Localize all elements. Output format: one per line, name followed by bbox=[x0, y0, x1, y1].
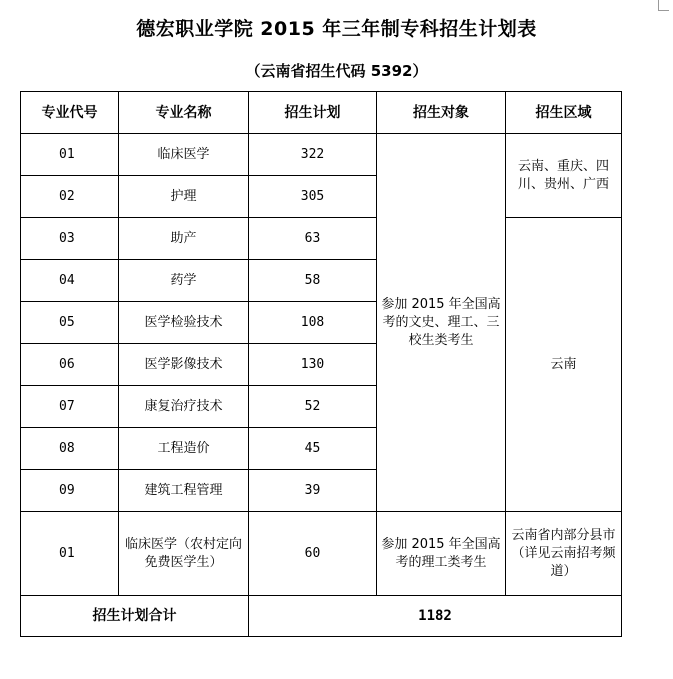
cell-region-counties: 云南省内部分县市（详见云南招考频道） bbox=[506, 512, 622, 596]
cell-plan: 39 bbox=[249, 470, 377, 512]
cell-code: 04 bbox=[21, 260, 119, 302]
cell-plan: 108 bbox=[249, 302, 377, 344]
cell-region-yunnan: 云南 bbox=[506, 218, 622, 512]
cell-code: 01 bbox=[21, 134, 119, 176]
cell-major-name: 临床医学 bbox=[119, 134, 249, 176]
cell-code: 08 bbox=[21, 428, 119, 470]
cell-code: 01 bbox=[21, 512, 119, 596]
cell-region-multi-province: 云南、重庆、四川、贵州、广西 bbox=[506, 134, 622, 218]
cell-major-name: 工程造价 bbox=[119, 428, 249, 470]
cell-plan: 305 bbox=[249, 176, 377, 218]
enrollment-plan-table bbox=[20, 91, 622, 637]
cell-code: 03 bbox=[21, 218, 119, 260]
header-major-name: 专业名称 bbox=[119, 92, 249, 134]
cell-major-name: 护理 bbox=[119, 176, 249, 218]
header-plan: 招生计划 bbox=[249, 92, 377, 134]
cell-plan: 130 bbox=[249, 344, 377, 386]
table-row bbox=[21, 218, 622, 260]
header-code: 专业代号 bbox=[21, 92, 119, 134]
cell-target-general: 参加 2015 年全国高考的文史、理工、三校生类考生 bbox=[377, 134, 506, 512]
cell-plan: 58 bbox=[249, 260, 377, 302]
cell-code: 05 bbox=[21, 302, 119, 344]
table-row bbox=[21, 512, 622, 596]
cell-major-name: 药学 bbox=[119, 260, 249, 302]
table-header-row bbox=[21, 92, 622, 134]
header-target: 招生对象 bbox=[377, 92, 506, 134]
table-row bbox=[21, 134, 622, 176]
document-title: 德宏职业学院 2015 年三年制专科招生计划表 bbox=[136, 18, 537, 40]
cell-major-name: 建筑工程管理 bbox=[119, 470, 249, 512]
table-total-row bbox=[21, 596, 622, 637]
cell-plan: 60 bbox=[249, 512, 377, 596]
cell-code: 09 bbox=[21, 470, 119, 512]
total-label: 招生计划合计 bbox=[21, 596, 249, 637]
header-region: 招生区域 bbox=[506, 92, 622, 134]
cell-code: 06 bbox=[21, 344, 119, 386]
cell-target-rural: 参加 2015 年全国高考的理工类考生 bbox=[377, 512, 506, 596]
cell-major-name: 临床医学（农村定向免费医学生） bbox=[119, 512, 249, 596]
cell-major-name: 助产 bbox=[119, 218, 249, 260]
total-value: 1182 bbox=[249, 596, 622, 637]
cell-major-name: 康复治疗技术 bbox=[119, 386, 249, 428]
page-corner-mark bbox=[658, 0, 669, 11]
cell-plan: 63 bbox=[249, 218, 377, 260]
cell-code: 07 bbox=[21, 386, 119, 428]
cell-major-name: 医学检验技术 bbox=[119, 302, 249, 344]
cell-plan: 52 bbox=[249, 386, 377, 428]
cell-major-name: 医学影像技术 bbox=[119, 344, 249, 386]
cell-plan: 322 bbox=[249, 134, 377, 176]
document-subtitle: （云南省招生代码 5392） bbox=[245, 62, 428, 80]
cell-plan: 45 bbox=[249, 428, 377, 470]
cell-code: 02 bbox=[21, 176, 119, 218]
